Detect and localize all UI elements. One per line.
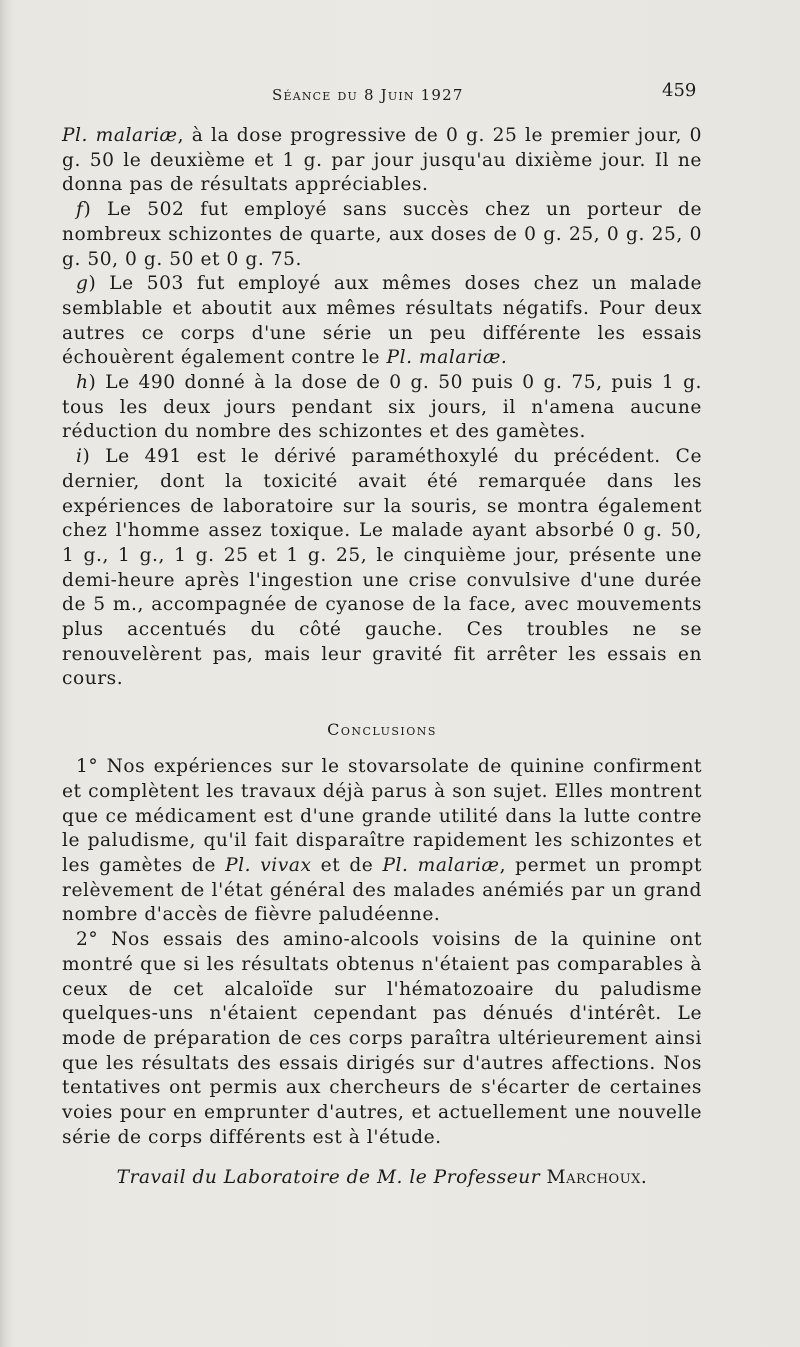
species-name: Pl. vivax — [225, 854, 312, 876]
item-marker: g — [76, 273, 89, 295]
conclusion-text: et de — [311, 854, 383, 876]
running-head: Séance du 8 Juin 1927 — [272, 86, 464, 104]
conclusion-text: , permet un prompt relèvement de l'état général des malades anémiés par un grand nombre d'accès de fièvre paludéenne. — [62, 854, 702, 926]
paragraph-g — [62, 272, 702, 371]
conclusion-text: 1° Nos expériences sur le stovarsolate de quinine confirment et complètent les travaux déjà parus à son sujet. Elles montrent que ce médicament est d'une grande utilité dans la lutte contre le paludisme, qu'il fait disparaître rapidement les schizontes et les gamètes de — [62, 756, 702, 876]
paragraph-h — [62, 371, 702, 445]
page-number: 459 — [662, 80, 697, 101]
page-header — [0, 80, 800, 110]
species-name: Pl. malariæ. — [386, 347, 508, 369]
paragraph-text: ) Le 503 fut employé aux mêmes doses chez un malade semblable et aboutit aux mêmes résultats négatifs. Pour deux autres ce corps d'une série un peu différente les essais échouèrent également contre le — [62, 273, 702, 369]
species-name: Pl. malariæ — [62, 125, 178, 146]
paragraph-text: , à la dose progressive de 0 g. 25 le premier jour, 0 g. 50 le deuxième et 1 g. par jour jusqu'au dixième jour. Il ne donna pas de résultats appréciables. — [62, 125, 702, 196]
paragraph-text: ) Le 490 donné à la dose de 0 g. 50 puis 0 g. 75, puis 1 g. tous les deux jours pendant six jours, il n'amena aucune réduction du nombre des schizontes et des gamètes. — [62, 372, 702, 443]
paragraph-f — [62, 198, 702, 272]
body-text — [62, 124, 702, 1188]
section-heading-conclusions: Conclusions — [327, 720, 437, 740]
laboratory-credit — [62, 1167, 702, 1188]
professor-name: Marchoux. — [546, 1167, 648, 1189]
item-marker: f — [76, 199, 84, 221]
paragraph-text: ) Le 491 est le dérivé paraméthoxylé du précédent. Ce dernier, dont la toxicité avait été remarquée dans les expériences de laboratoire sur la souris, se montra également chez l'homme assez toxique. Le malade ayant absorbé 0 g. 50, 1 g., 1 g., 1 g. 25 et 1 g. 25, le cinquième jour, présente une demi-heure après l'ingestion une crise convulsive d'une durée de 5 m., accompagnée de cyanose de la face, avec mouvements plus accentués du côté gauche. Ces troubles ne se renouvelèrent pas, mais leur gravité fit arrêter les essais en cours. — [62, 446, 702, 690]
credit-text: Travail du Laboratoire de M. le Professeur — [116, 1167, 541, 1189]
paragraph-malariae-dose — [62, 124, 702, 198]
paragraph-text: ) Le 502 fut employé sans succès chez un porteur de nombreux schizontes de quarte, aux doses de 0 g. 25, 0 g. 25, 0 g. 50, 0 g. 50 et 0 g. 75. — [62, 199, 702, 270]
item-marker: i — [76, 446, 83, 468]
paragraph-i — [62, 445, 702, 692]
conclusion-2: 2° Nos essais des amino-alcools voisins de la quinine ont montré que si les résultats obtenus n'étaient pas comparables à ceux de cet alcaloïde sur l'hématozoaire du paludisme quelques-uns n'étaient cependant pas dénués d'intérêt. Le mode de préparation de ces corps paraîtra ultérieurement ainsi que les résultats des essais dirigés sur d'autres affections. Nos tentatives ont permis aux chercheurs de s'écarter de certaines voies pour en emprunter d'autres, et actuellement une nouvelle série de corps différents est à l'étude. — [62, 929, 702, 1148]
conclusion-1 — [62, 755, 702, 928]
item-marker: h — [76, 372, 89, 394]
species-name: Pl. malariæ — [382, 854, 500, 876]
